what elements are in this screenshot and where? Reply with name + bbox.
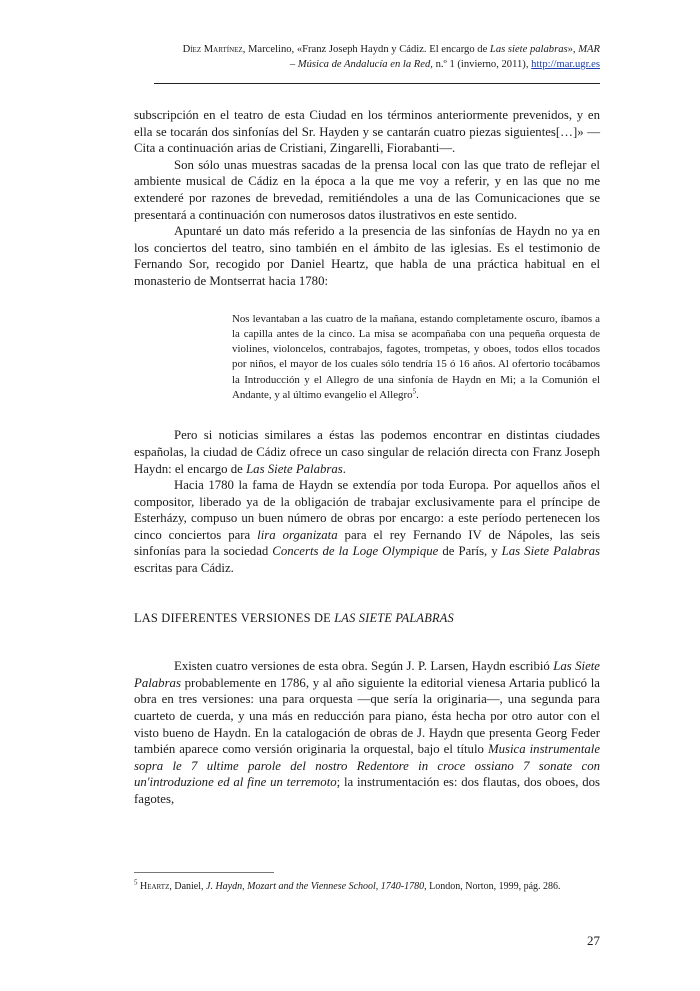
paragraph-2: Son sólo unas muestras sacadas de la prensa local con las que trato de reflejar el ambiente musical de Cádiz en la época a la que me voy a referir, y en las que no me extenderé por razones de brevedad, remitiéndoles a una de las Comunicaciones que se presentará a continuación con numerosos datos ilustrativos en este sentido. <box>134 157 600 222</box>
block-quote: Nos levantaban a las cuatro de la mañana, estando completamente oscuro, íbamos a la capilla antes de la cinco. La misa se acompañaba con una pequeña orquesta de violines, violoncelos, contrabajos, fagotes, trompetas, y oboes, todos ellos tocados por niños, el mayor de los cuales sólo tendría 15 ó 16 años. Al ofertorio tocábamos la Introducción y el Allegro de una sinfonía de Haydn en Mi; a la Comunión el Andante, y al último evangelio el Allegro$^5$. <box>232 312 600 402</box>
header-line-1: Díez Martínez, Marcelino, «Franz Joseph Haydn y Cádiz. El encargo de Las siete palabras», MAR <box>182 44 600 55</box>
page-number: 27 <box>587 933 600 948</box>
footnote-ref-5[interactable]: 5 <box>412 387 417 396</box>
header-author: Díez Martínez <box>182 44 243 55</box>
paragraph-3: Apuntaré un dato más referido a la presencia de las sinfonías de Haydn no ya en los conciertos del teatro, sino también en el ámbito de las iglesias. Es el testimonio de Fernando Sor, recogido por Daniel Heartz, que habla de una práctica habitual en el monasterio de Montserrat hacia 1780: <box>134 224 600 288</box>
paragraph-4: Pero si noticias similares a éstas las podemos encontrar en distintas ciudades españolas, la ciudad de Cádiz ofrece un caso singular de relación directa con Franz Joseph Haydn: el encargo de Las Siete Palabras. <box>134 428 600 476</box>
header-rule <box>154 83 600 84</box>
paragraph-5: Hacia 1780 la fama de Haydn se extendía por toda Europa. Por aquellos años el compositor, liberado ya de la obligación de trabajar exclusivamente para el príncipe de Esterházy, compuso un buen número de obras por encargo: a este período pertenecen los cinco conciertos para lira organizata para el rey Fernando IV de Nápoles, las seis sinfonías para la sociedad Concerts de la Loge Olympique de París, y Las Siete Palabras escritas para Cádiz. <box>134 478 600 576</box>
footnote-rule <box>134 872 274 873</box>
header-line-2: – Música de Andalucía en la Red, n.º 1 (invierno, 2011), http://mar.ugr.es <box>289 59 600 70</box>
journal-url-link[interactable]: http://mar.ugr.es <box>531 59 600 70</box>
running-header <box>134 42 600 72</box>
paragraph-1: subscripción en el teatro de esta Ciudad en los términos anteriormente prevenidos, y en ella se tocarán dos sinfonías del Sr. Hayden y se cantarán cuatro piezas siguientes[…]» —Cita a continuación arias de Cristiani, Zingarelli, Fiorabanti—. <box>134 108 600 156</box>
section-heading: LAS DIFERENTES VERSIONES DE LAS SIETE PALABRAS <box>134 610 454 625</box>
main-text <box>134 107 600 808</box>
header-journal: MAR <box>578 44 600 55</box>
footnote-5: $^5$ Heartz, Daniel, J. Haydn, Mozart and the Viennese School, 1740-1780, London, Norton, 1999, pág. 286. <box>134 878 561 892</box>
paragraph-6: Existen cuatro versiones de esta obra. Según J. P. Larsen, Haydn escribió Las Siete Palabras probablemente en 1786, y al año siguiente la editorial vienesa Artaria publicó la obra en tres versiones: una para orquesta —que sería la originaria—, una segunda para cuarteto de cuerda, y una más en reducción para piano, ésta hecha por otro autor con el visto bueno de Haydn. En la catalogación de obras de J. Haydn que presenta Georg Feder también aparece como versión originaria la orquestal, bajo el título Musica instrumentale sopra le 7 ultime parole del nostro Redentore in croce ossiano 7 sonate con un'introduzione ed al fine un terremoto; la instrumentación es: dos flautas, dos oboes, dos fagotes, <box>134 659 601 806</box>
